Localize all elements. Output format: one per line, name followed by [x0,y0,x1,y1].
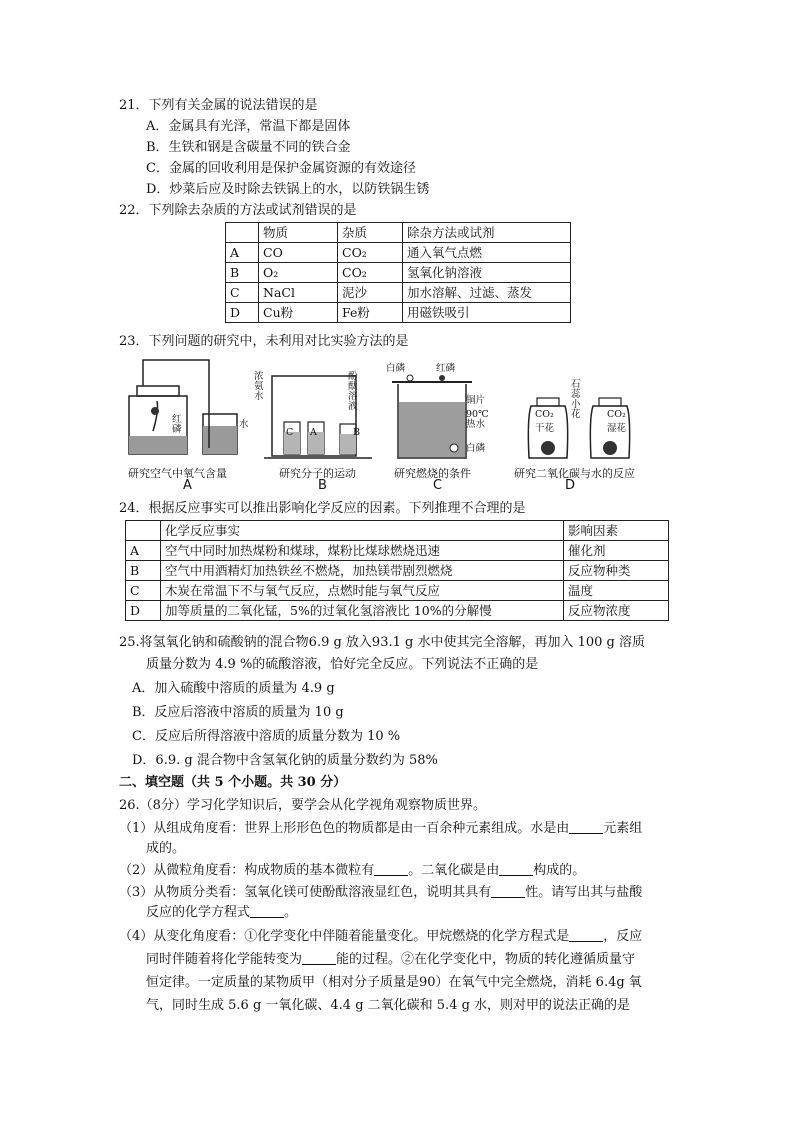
table-row [126,581,669,601]
table-cell: C [126,581,161,601]
table-cell: CO₂ [338,243,403,263]
table-cell: Fe粉 [338,303,403,323]
label-co2-dry: CO₂ [535,409,554,420]
q21-option-d: D．炒菜后应及时除去铁锅上的水，以防铁锅生锈 [146,182,430,197]
q26-part-4-text-a: （4）从变化角度看：①化学变化中伴随着能量变化。甲烷燃烧的化学方程式是 [119,929,570,944]
figure-a-caption: 研究空气中氧气含量 [128,467,227,480]
q26-part-4-text-b: ，反应 [603,929,643,944]
figure-b-caption: 研究分子的运动 [279,467,356,480]
table-cell: 反应物种类 [564,561,669,581]
q26-part-1-text-a: （1）从组成角度看：世界上形形色色的物质都是由一百余种元素组成。水是由 [119,821,570,836]
q26-part-1-text-c: 成的。 [146,841,186,856]
label-red-phosphorus-top: 红磷 [436,363,456,374]
q21-stem: 21．下列有关金属的说法错误的是 [119,98,318,113]
table-row [126,561,669,581]
q26-stem: 26.（8分）学习化学知识后，要学会从化学视角观察物质世界。 [119,798,486,813]
figure-c-caption: 研究燃烧的条件 [394,467,471,480]
table-cell: Cu粉 [259,303,338,323]
table-cell: CO₂ [338,263,403,283]
answer-blank[interactable] [499,862,533,876]
label-water: 水 [239,419,249,430]
label-beaker-a: A [310,427,317,438]
label-dry-flower: 干花 [535,423,555,434]
table-cell: 催化剂 [564,541,669,561]
table-row [226,303,571,323]
q24-table [125,520,669,621]
q26-part-3-text-a: （3）从物质分类看：氢氧化镁可使酚酞溶液显红色，说明其具有 [119,885,492,900]
q26-part-4-text-c: 同时伴随着将化学能转变为 [146,952,303,967]
figure-d-letter: D [565,478,576,493]
figure-a-letter: A [183,478,192,493]
table-row [226,243,571,263]
q26-part-2-text-a: （2）从微粒角度看：构成物质的基本微粒有 [119,863,375,878]
table-cell: 泥沙 [338,283,403,303]
table-cell: D [226,303,259,323]
q25-option-a: A．加入硫酸中溶质的质量为 4.9 g [132,681,335,696]
table-cell: B [226,263,259,283]
table-row [226,283,571,303]
q26-part-2-text-b: 。二氧化碳是由 [408,863,500,878]
answer-blank[interactable] [569,928,603,942]
q25-stem-line-1: 25.将氢氧化钠和硫酸钠的混合物6.9 g 放入93.1 g 水中使其完全溶解，再加入 100 g 溶质 [119,635,645,650]
label-white-phosphorus-water: 白磷 [466,443,486,454]
table-cell: 通入氧气点燃 [403,243,571,263]
q21-option-b: B．生铁和钢是含碳量不同的铁合金 [146,140,351,155]
table-row [126,601,669,621]
table-cell: 加水溶解、过滤、蒸发 [403,283,571,303]
label-co2-wet: CO₂ [607,409,626,420]
table-cell: 空气中用酒精灯加热铁丝不燃烧，加热镁带剧烈燃烧 [161,561,564,581]
section-heading: 二、填空题（共 5 个小题。共 30 分） [119,775,347,790]
q25-option-c: C．反应后所得溶液中溶质的质量分数为 10 % [132,729,401,744]
table-cell: 除杂方法或试剂 [403,223,571,243]
q25-option-b: B．反应后溶液中溶质的质量为 10 g [132,705,344,720]
q26-part-3-text-c: 反应的化学方程式 [146,905,251,920]
q26-part-4-line-2 [146,951,635,969]
table-cell: 木炭在常温下不与氧气反应，点燃时能与氧气反应 [161,581,564,601]
table-cell: 空气中同时加热煤粉和煤球，煤粉比煤球燃烧迅速 [161,541,564,561]
label-copper-sheet: 铜片 [466,395,486,406]
q26-part-4-text-d: 能的过程。②在化学变化中，物质的转化遵循质量守 [336,952,636,967]
q22-table [225,222,571,323]
q26-part-1 [119,820,642,838]
table-cell: C [226,283,259,303]
q26-part-2 [119,862,585,880]
table-cell: 影响因素 [564,521,669,541]
figure-c-letter: C [433,478,443,493]
table-cell: 反应物浓度 [564,601,669,621]
answer-blank[interactable] [302,951,336,965]
q26-part-3-text-b: 性。请写出其与盐酸 [525,885,643,900]
q26-part-1-text-b: 元素组 [603,821,643,836]
label-litmus-flower: 石蕊小花 [571,379,581,420]
table-cell: NaCl [259,283,338,303]
table-cell: B [126,561,161,581]
table-row [126,541,669,561]
table-cell: 物质 [259,223,338,243]
answer-blank[interactable] [250,904,284,918]
table-row [226,263,571,283]
answer-blank[interactable] [569,820,603,834]
table-cell [226,223,259,243]
table-cell: O₂ [259,263,338,283]
q26-part-3-line-2 [146,904,297,922]
table-cell: 杂质 [338,223,403,243]
table-cell: 氢氧化钠溶液 [403,263,571,283]
label-phenolphthalein: 酚酞溶液 [348,371,358,412]
q26-part-3 [119,884,642,902]
label-beaker-b: B [353,427,360,438]
q24-stem: 24．根据反应事实可以推出影响化学反应的因素。下列推理不合理的是 [119,501,526,516]
table-header-row [126,521,669,541]
label-wet-flower: 湿花 [607,423,627,434]
table-cell: D [126,601,161,621]
table-cell: 加等质量的二氧化锰，5%的过氧化氢溶液比 10%的分解慢 [161,601,564,621]
label-white-phosphorus-top: 白磷 [386,363,406,374]
table-cell [126,521,161,541]
table-header-row [226,223,571,243]
q25-stem-line-2: 质量分数为 4.9 %的硫酸溶液，恰好完全反应。下列说法不正确的是 [146,657,539,672]
table-cell: A [226,243,259,263]
apparatus-a-drawing [125,356,255,462]
q26-part-4-text-f: 气，同时生成 5.6 g 一氧化碳、4.4 g 二氧化碳和 5.4 g 水，则对甲的说法正确的是 [146,998,631,1013]
q26-part-4 [119,928,642,946]
table-cell: 温度 [564,581,669,601]
q26-part-4-text-e: 恒定律。一定质量的某物质甲（相对分子质量是90）在氧气中完全燃烧，消耗 6.4g 氧 [146,975,642,990]
q22-stem: 22．下列除去杂质的方法或试剂错误的是 [119,203,357,218]
q23-stem: 23．下列问题的研究中，未利用对比实验方法的是 [119,334,409,349]
table-cell: A [126,541,161,561]
label-red-phosphorus: 红磷 [172,414,182,435]
q25-option-d: D．6.9. g 混合物中含氢氧化钠的质量分数约为 58% [132,753,438,768]
apparatus-c-drawing [392,372,472,462]
table-cell: CO [259,243,338,263]
figure-d-caption: 研究二氧化碳与水的反应 [514,467,635,480]
label-beaker-c: C [286,427,294,438]
q26-part-3-text-d: 。 [284,905,298,920]
q21-option-a: A．金属具有光泽，常温下都是固体 [146,119,351,134]
table-cell: 化学反应事实 [161,521,564,541]
answer-blank[interactable] [374,862,408,876]
q21-option-c: C．金属的回收利用是保护金属资源的有效途径 [146,161,416,176]
figure-b-letter: B [318,478,327,493]
table-cell: 用磁铁吸引 [403,303,571,323]
answer-blank[interactable] [491,884,525,898]
label-conc-ammonia: 浓氨水 [254,371,264,402]
label-hot-water: 90℃热水 [466,409,489,430]
q26-part-2-text-c: 构成的。 [533,863,586,878]
